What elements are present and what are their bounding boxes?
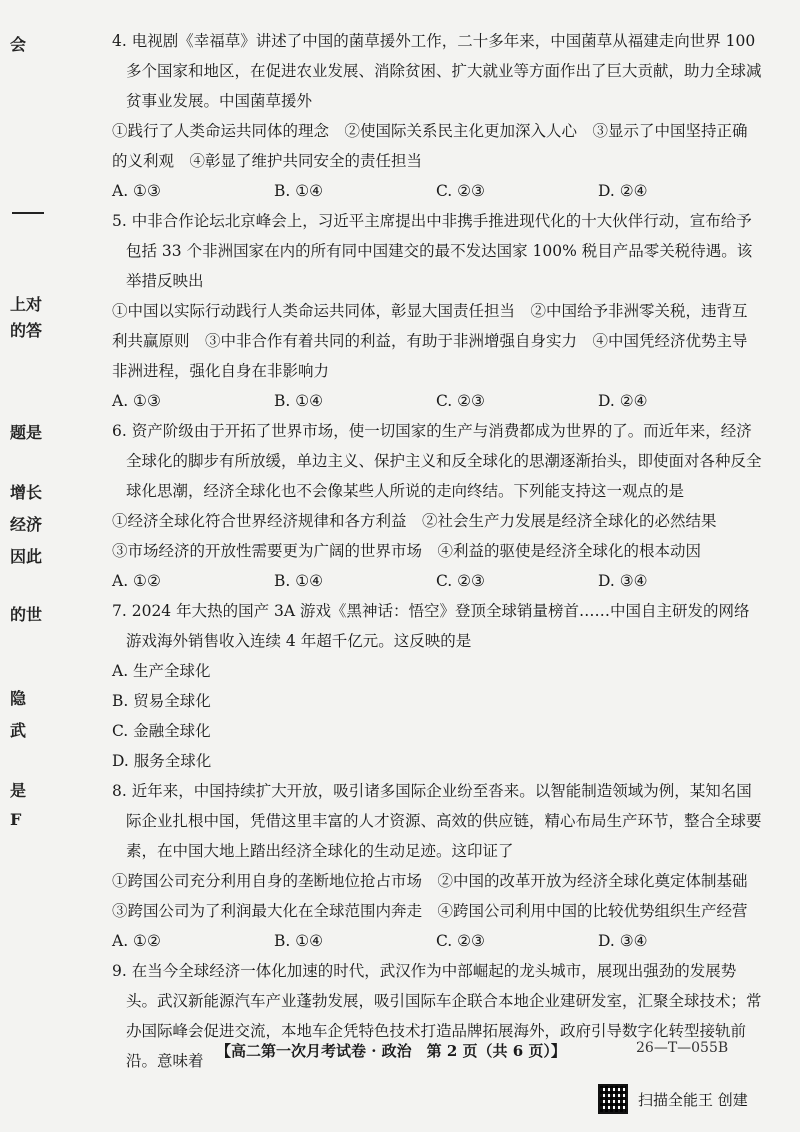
question-statements: ①中国以实际行动践行人类命运共同体，彰显大国责任担当 ②中国给予非洲零关税，违背互利共赢原则 ③中非合作有着共同的利益，有助于非洲增强自身实力 ④中国凭经济优势主导非洲进程，强化自身在非影响力 [112,302,748,380]
choice-a: A. ①② [112,572,161,590]
margin-char: 武 [10,721,27,740]
margin-char: 是 [10,781,27,800]
question-stem: 5. 中非合作论坛北京峰会上，习近平主席提出中非携手推进现代化的十大伙伴行动，宣布给予包括 33 个非洲国家在内的所有同中国建交的最不发达国家 100% 税目产品零关税待遇。该举措反映出 [112,212,753,290]
question-statements: ①经济全球化符合世界经济规律和各方利益 ②社会生产力发展是经济全球化的必然结果 [112,512,717,530]
margin-char: 隐 [10,689,27,708]
qr-code-icon [598,1084,628,1114]
choice-b: B. ①④ [274,572,324,590]
choice-c: C. ②③ [436,932,485,950]
choice-a: A. ①② [112,932,161,950]
choice-d: D. 服务全球化 [112,752,212,770]
choice-b: B. ①④ [274,182,324,200]
choice-a: A. ①③ [112,182,161,200]
margin-char: 题是 [10,423,43,442]
question-stem: 9. 在当今全球经济一体化加速的时代，武汉作为中部崛起的龙头城市，展现出强劲的发展势头。武汉新能源汽车产业蓬勃发展，吸引国际车企联合本地企业建研发室，汇聚全球技术；常办国际峰会促进交流，本地车企凭特色技术打造品牌拓展海外，政府引导数字化转型接轨前沿。意味着 [112,962,762,1070]
margin-char: 的答 [10,321,43,340]
question-7 [112,596,762,776]
choice-d: D. ③④ [598,572,648,590]
choice-b: B. ①④ [274,392,324,410]
margin-char: 经济 [10,515,43,534]
margin-char: 增长 [10,483,43,502]
choice-c: C. ②③ [436,182,485,200]
margin-char: 上对 [10,295,43,314]
choice-c: C. 金融全球化 [112,722,211,740]
question-stem: 4. 电视剧《幸福草》讲述了中国的菌草援外工作，二十多年来，中国菌草从福建走向世界 100 多个国家和地区，在促进农业发展、消除贫困、扩大就业等方面作出了巨大贡献，助力全球减贫事业发展。中国菌草援外 [112,32,762,110]
choice-c: C. ②③ [436,572,485,590]
choice-b: B. 贸易全球化 [112,692,211,710]
exam-code: 26—T—055B [636,1040,729,1056]
margin-rule [12,212,44,214]
question-5 [112,206,762,416]
choice-a: A. 生产全球化 [112,662,211,680]
exam-content [112,26,762,1076]
answer-choices [112,566,762,596]
margin-char: 因此 [10,547,43,566]
question-stem: 8. 近年来，中国持续扩大开放，吸引诸多国际企业纷至沓来。以智能制造领域为例，某知名国际企业扎根中国，凭借这里丰富的人才资源、高效的供应链，精心布局生产环节，整合全球要素，在中国大地上踏出经济全球化的生动足迹。这印证了 [112,782,762,860]
question-8 [112,776,762,956]
scanner-label: 扫描全能王 创建 [638,1090,748,1109]
choice-a: A. ①③ [112,392,161,410]
page-footer: 【高二第一次月考试卷 · 政治 第 2 页（共 6 页）】 [216,1042,566,1060]
choice-d: D. ②④ [598,182,648,200]
question-statements: ①跨国公司充分利用自身的垄断地位抢占市场 ②中国的改革开放为经济全球化奠定体制基础 ③跨国公司为了利润最大化在全球范围内奔走 ④跨国公司利用中国的比较优势组织生产经营 [112,872,764,920]
question-6 [112,416,762,596]
choice-d: D. ②④ [598,392,648,410]
margin-char: 会 [10,35,27,54]
answer-choices [112,176,762,206]
question-stem: 7. 2024 年大热的国产 3A 游戏《黑神话：悟空》登顶全球销量榜首……中国自主研发的网络游戏海外销售收入连续 4 年超千亿元。这反映的是 [112,602,750,650]
margin-char: 的世 [10,605,43,624]
choice-c: C. ②③ [436,392,485,410]
margin-char: F [10,810,22,829]
choice-d: D. ③④ [598,932,648,950]
question-statements: ①践行了人类命运共同体的理念 ②使国际关系民主化更加深入人心 ③显示了中国坚持正确的义利观 ④彰显了维护共同安全的责任担当 [112,122,748,170]
answer-choices [112,926,762,956]
question-statements: ③市场经济的开放性需要更为广阔的世界市场 ④利益的驱使是经济全球化的根本动因 [112,542,702,560]
scanner-watermark [598,1084,748,1114]
question-4 [112,26,762,206]
choice-b: B. ①④ [274,932,324,950]
question-stem: 6. 资产阶级由于开拓了世界市场，使一切国家的生产与消费都成为世界的了。而近年来，经济全球化的脚步有所放缓，单边主义、保护主义和反全球化的思潮逐渐抬头，即使面对各种反全球化思潮，经济全球化也不会像某些人所说的走向终结。下列能支持这一观点的是 [112,422,762,500]
answer-choices [112,386,762,416]
answer-choices [112,656,762,776]
